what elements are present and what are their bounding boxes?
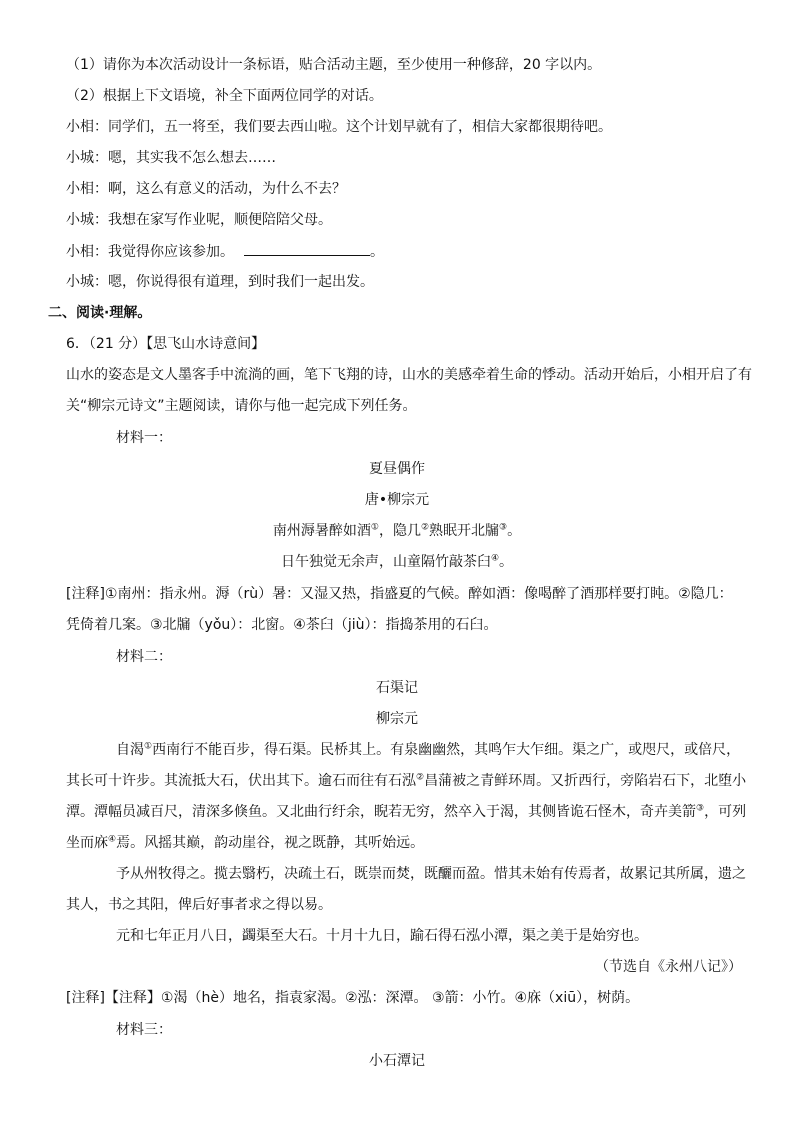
essay-source: （节选自《永州八记》）: [595, 959, 742, 975]
essay-line: 潭。潭幅员减百尺，清深多倏鱼。又北曲行纡余，睨若无穷，然卒入于渴，其侧皆诡石怪木，奇卉美箭③，可列: [66, 803, 747, 820]
poem-author: 唐•柳宗元: [364, 492, 430, 508]
essay-line: 元和七年正月八日，蠲渠至大石。十月十九日，踰石得石泓小潭，渠之美于是始穷也。: [116, 928, 648, 944]
q6-intro: 关“柳宗元诗文”主题阅读，请你与他一起完成下列任务。: [66, 398, 417, 414]
material-2-label: 材料二：: [116, 649, 172, 665]
material-3-title: 小石潭记: [369, 1053, 425, 1069]
essay-line: 自渴①西南行不能百步，得石渠。民桥其上。有泉幽幽然，其鸣乍大乍细。渠之广，或咫尺，或倍尺，: [116, 741, 741, 758]
dialogue-line: 小城：嗯，其实我不怎么想去……: [66, 150, 276, 166]
material-1-note: 凭倚着几案。③北牖（yǒu）：北窗。④茶臼（jiù）：指捣茶用的石臼。: [66, 617, 498, 633]
essay-line: 坐而庥④焉。风摇其巅，韵动崖谷，视之既静，其听始远。: [66, 834, 425, 851]
dialogue-line: 小城：嗯，你说得很有道理，到时我们一起出发。: [66, 274, 374, 290]
q5-sub1: （1）请你为本次活动设计一条标语，贴合活动主题，至少使用一种修辞，20 字以内。: [66, 57, 602, 73]
essay-author: 柳宗元: [376, 711, 418, 727]
poem-line: 日午独觉无余声，山童隔竹敲茶臼④。: [280, 553, 514, 570]
dialogue-line-with-blank: [66, 241, 384, 262]
blank-end: 。: [370, 244, 384, 260]
dialogue-line: 小相：同学们，五一将至，我们要去西山啦。这个计划早就有了，相信大家都很期待吧。: [66, 119, 612, 135]
answer-blank[interactable]: [244, 241, 370, 256]
footnote-mark: ④: [108, 834, 117, 845]
footnote-mark: ③: [499, 522, 508, 533]
poem-title: 夏昼偶作: [369, 461, 425, 477]
essay-line: 其长可十许步。其流抵大石，伏出其下。逾石而往有石泓②昌蒲被之青鲜环周。又折西行，旁陷岩石下，北堕小: [66, 772, 747, 789]
essay-line: 其人，书之其阳，俾后好事者求之得以易。: [66, 897, 332, 913]
q6-intro: 山水的姿态是文人墨客手中流淌的画，笔下飞翔的诗，山水的美感牵着生命的悸动。活动开始后，小相开启了有: [66, 367, 752, 383]
dialogue-line: 小相：啊，这么有意义的活动，为什么不去？: [66, 181, 346, 197]
footnote-mark: ①: [370, 522, 379, 533]
essay-line: 予从州牧得之。揽去翳朽，决疏土石，既崇而焚，既釃而盈。惜其未始有传焉者，故累记其所属，遗之: [116, 866, 746, 882]
q5-sub2: （2）根据上下文语境，补全下面两位同学的对话。: [66, 88, 383, 104]
q6-header: 6．（21 分）【思飞山水诗意间】: [66, 336, 266, 352]
footnote-mark: ①: [144, 741, 153, 752]
dialogue-line: 小城：我想在家写作业呢，顺便陪陪父母。: [66, 212, 332, 228]
material-3-label: 材料三：: [116, 1022, 172, 1038]
footnote-mark: ②: [416, 772, 425, 783]
footnote-mark: ③: [696, 803, 705, 814]
material-2-note: [注释]【注释】①渴（hè）地名，指袁家渴。②泓：深潭。 ③箭：小竹。④庥（xiū），树荫。: [66, 990, 640, 1006]
section-title: 二、阅读·理解。: [48, 305, 152, 321]
footnote-mark: ②: [420, 522, 430, 533]
essay-title: 石渠记: [376, 680, 418, 696]
material-1-label: 材料一：: [116, 430, 172, 446]
poem-line: 南州溽暑醉如酒①，隐几②熟眠开北牖③。: [272, 522, 522, 539]
material-1-note: [注释]①南州：指永州。溽（rù）暑：又湿又热，指盛夏的气候。醉如酒：像喝醉了酒那样要打盹。②隐几：: [66, 586, 733, 602]
dialogue-text: 小相：我觉得你应该参加。: [66, 244, 234, 260]
footnote-mark: ④: [490, 553, 500, 564]
